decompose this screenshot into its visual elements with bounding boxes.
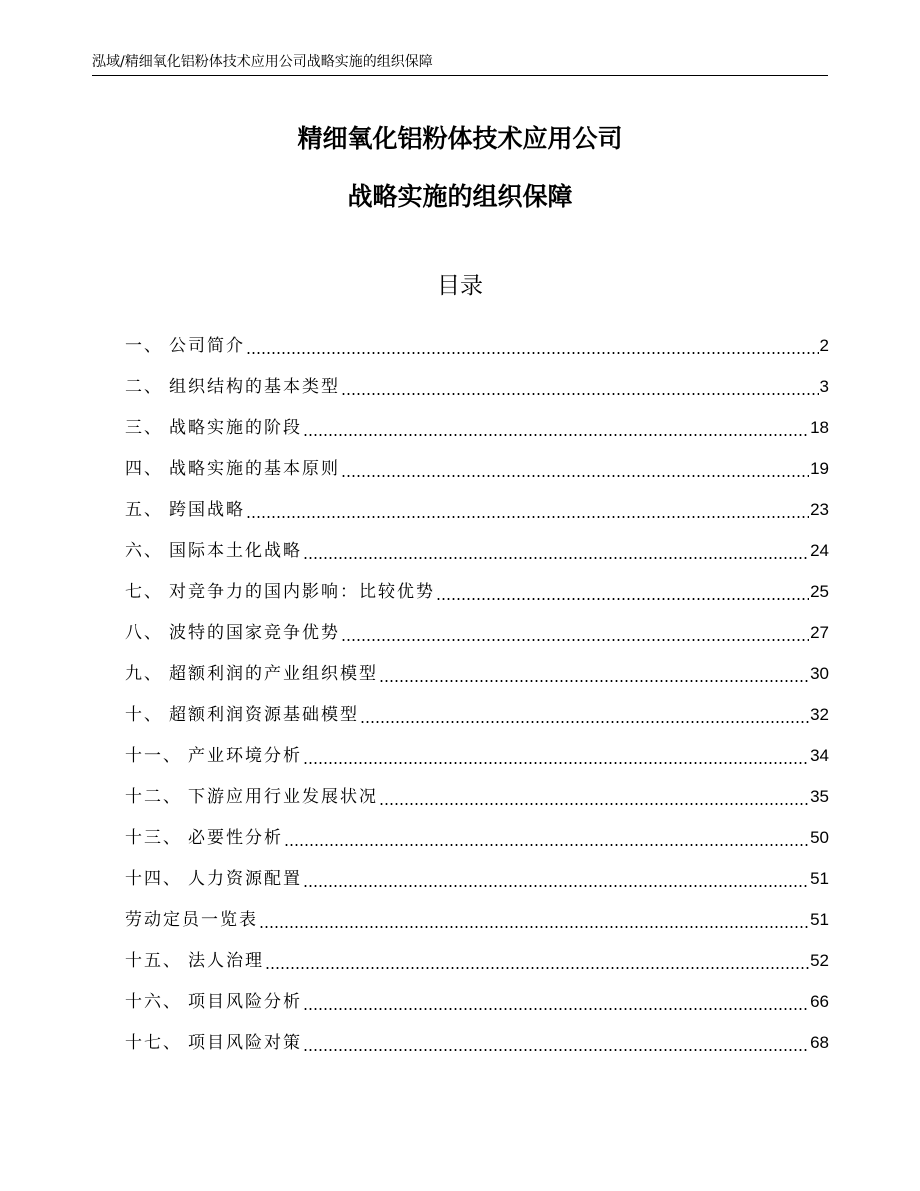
toc-entry-label: 超额利润资源基础模型 (169, 705, 359, 725)
toc-dot-leader (341, 376, 819, 398)
toc-entry-number: 十六、 (125, 992, 182, 1012)
toc-entry[interactable] (125, 767, 829, 808)
toc-dot-leader (284, 827, 809, 849)
toc-entry-number: 二、 (125, 377, 163, 397)
toc-entry-label: 战略实施的基本原则 (169, 459, 340, 479)
toc-entry-label: 必要性分析 (188, 828, 283, 848)
toc-entry-label: 超额利润的产业组织模型 (169, 664, 378, 684)
toc-entry-number: 八、 (125, 623, 163, 643)
toc-entry[interactable] (125, 808, 829, 849)
toc-entry-label: 下游应用行业发展状况 (188, 787, 378, 807)
toc-entry[interactable] (125, 890, 829, 931)
toc-entry-page: 66 (810, 992, 829, 1011)
toc-entry-label: 劳动定员一览表 (125, 910, 258, 930)
toc-entry-number: 十一、 (125, 746, 182, 766)
toc-entry-number: 十五、 (125, 951, 182, 971)
toc-entry-page: 51 (810, 869, 829, 888)
toc-entry[interactable] (125, 357, 829, 398)
toc-entry-label: 项目风险对策 (188, 1033, 302, 1053)
toc-entry-label: 法人治理 (188, 951, 264, 971)
toc-dot-leader (303, 868, 809, 890)
toc-dot-leader (303, 417, 809, 439)
toc-entry-number: 七、 (125, 582, 163, 602)
toc-dot-leader (303, 745, 809, 767)
toc-entry-page: 23 (810, 500, 829, 519)
toc-entry[interactable] (125, 480, 829, 521)
toc-entry-page: 25 (810, 582, 829, 601)
toc-entry-number: 一、 (125, 336, 163, 356)
toc-dot-leader (259, 909, 809, 931)
toc-entry-page: 35 (810, 787, 829, 806)
toc-entry[interactable] (125, 726, 829, 767)
toc-entry-page: 68 (810, 1033, 829, 1052)
table-of-contents (125, 316, 829, 1054)
toc-entry[interactable] (125, 398, 829, 439)
toc-entry[interactable] (125, 931, 829, 972)
toc-entry[interactable] (125, 1013, 829, 1054)
toc-entry-number: 十二、 (125, 787, 182, 807)
toc-dot-leader (246, 499, 809, 521)
toc-heading: 目录 (437, 273, 483, 299)
toc-entry-number: 十三、 (125, 828, 182, 848)
toc-entry-number: 六、 (125, 541, 163, 561)
toc-entry-number: 九、 (125, 664, 163, 684)
toc-entry-label: 公司简介 (169, 336, 245, 356)
toc-entry[interactable] (125, 644, 829, 685)
toc-dot-leader (341, 622, 809, 644)
toc-entry-label: 战略实施的阶段 (169, 418, 302, 438)
toc-entry[interactable] (125, 685, 829, 726)
toc-dot-leader (360, 704, 809, 726)
toc-entry[interactable] (125, 439, 829, 480)
toc-dot-leader (303, 991, 809, 1013)
toc-entry-page: 32 (810, 705, 829, 724)
toc-entry[interactable] (125, 849, 829, 890)
toc-entry-page: 19 (810, 459, 829, 478)
toc-entry-label: 组织结构的基本类型 (169, 377, 340, 397)
toc-dot-leader (436, 581, 809, 603)
toc-entry-number: 十七、 (125, 1033, 182, 1053)
toc-entry-page: 27 (810, 623, 829, 642)
toc-entry-page: 50 (810, 828, 829, 847)
running-header: 泓域/精细氧化铝粉体技术应用公司战略实施的组织保障 (92, 52, 828, 76)
toc-entry-page: 51 (810, 910, 829, 929)
toc-dot-leader (303, 540, 809, 562)
toc-entry-label: 项目风险分析 (188, 992, 302, 1012)
toc-entry-number: 十四、 (125, 869, 182, 889)
toc-dot-leader (379, 663, 809, 685)
toc-entry[interactable] (125, 603, 829, 644)
toc-entry-label: 国际本土化战略 (169, 541, 302, 561)
toc-entry-page: 30 (810, 664, 829, 683)
toc-entry-page: 34 (810, 746, 829, 765)
document-title-line-1: 精细氧化铝粉体技术应用公司 (297, 124, 623, 153)
toc-dot-leader (341, 458, 809, 480)
toc-entry-page: 3 (819, 377, 829, 396)
toc-entry-label: 对竞争力的国内影响：比较优势 (169, 582, 435, 602)
toc-dot-leader (379, 786, 809, 808)
toc-entry[interactable] (125, 562, 829, 603)
toc-dot-leader (265, 950, 809, 972)
document-title-line-2: 战略实施的组织保障 (347, 182, 573, 211)
toc-dot-leader (303, 1032, 809, 1054)
toc-entry-label: 跨国战略 (169, 500, 245, 520)
toc-entry-label: 波特的国家竞争优势 (169, 623, 340, 643)
toc-entry-page: 52 (810, 951, 829, 970)
toc-entry[interactable] (125, 316, 829, 357)
toc-dot-leader (246, 335, 819, 357)
toc-entry[interactable] (125, 972, 829, 1013)
toc-entry-page: 18 (810, 418, 829, 437)
toc-entry-number: 四、 (125, 459, 163, 479)
toc-entry-page: 2 (819, 336, 829, 355)
toc-entry-number: 十、 (125, 705, 163, 725)
toc-entry[interactable] (125, 521, 829, 562)
toc-entry-label: 产业环境分析 (188, 746, 302, 766)
toc-entry-number: 三、 (125, 418, 163, 438)
toc-entry-number: 五、 (125, 500, 163, 520)
toc-entry-label: 人力资源配置 (188, 869, 302, 889)
toc-entry-page: 24 (810, 541, 829, 560)
